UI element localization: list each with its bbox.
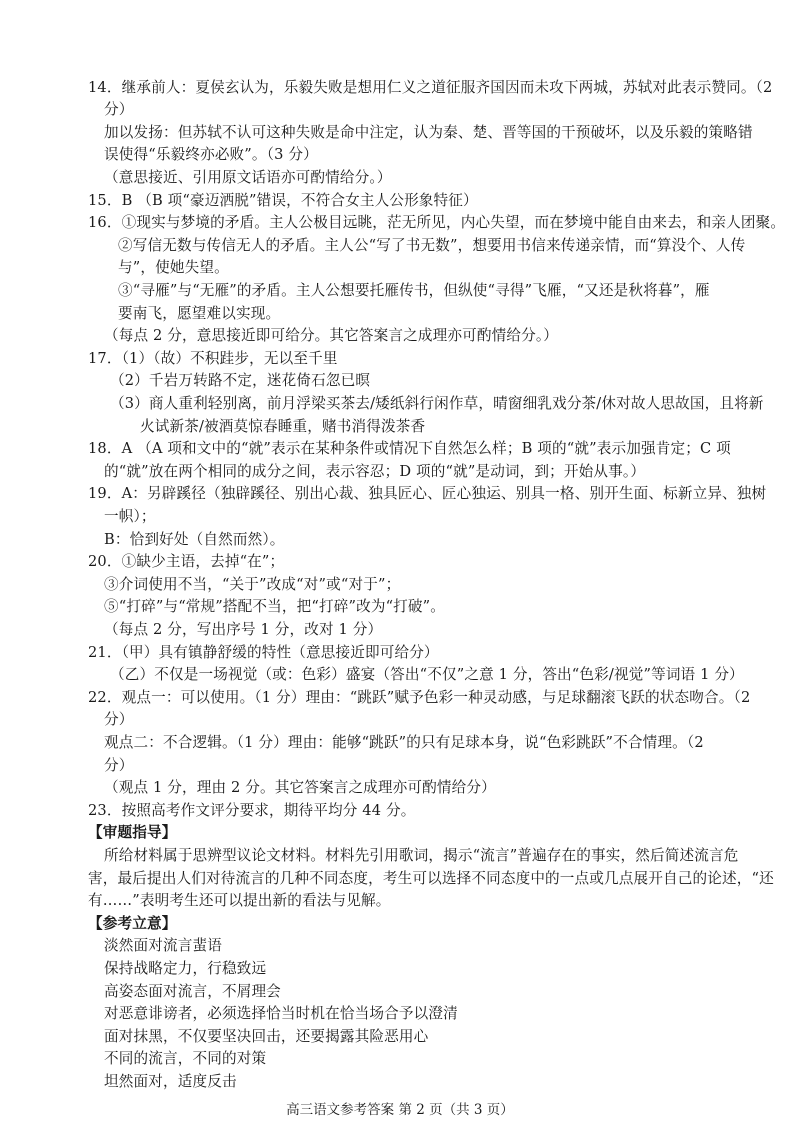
line-q23: 23．按照高考作文评分要求，期待平均分 44 分。: [88, 802, 416, 819]
line-q22-a: 22．观点一：可以使用。（1 分）理由：“跳跃”赋予色彩一种灵动感，与足球翻滚飞跃的状态吻合。（2: [88, 689, 751, 706]
line-q14-d: 误使得“乐毅终亦必败”。（3 分）: [104, 146, 318, 163]
line-q19-b: 一帜）；: [104, 508, 156, 525]
theme-item-1: 淡然面对流言蜚语: [104, 937, 222, 954]
line-q17-3b: 火试新茶/被酒莫惊春睡重，赌书消得泼茶香: [140, 418, 426, 435]
line-q15: 15．B （B 项“豪迈洒脱”错误，不符合女主人公形象特征）: [88, 192, 478, 209]
line-q17-3a: （3）商人重利轻别离，前月浮梁买茶去/矮纸斜行闲作草，晴窗细乳戏分茶/休对故人思故国，且将新: [110, 395, 764, 412]
line-q14-note: （意思接近、引用原文话语亦可酌情给分。）: [104, 169, 392, 186]
line-q22-b: 分）: [104, 711, 134, 728]
line-q20-b: ③介词使用不当，“关于”改成“对”或“对于”；: [104, 576, 401, 593]
line-q22-note: （观点 1 分，理由 2 分。其它答案言之成理亦可酌情给分）: [104, 779, 496, 796]
line-q16-a: 16．①现实与梦境的矛盾。主人公极目远眺，茫无所见，内心失望，而在梦境中能自由来去，和亲人团聚。: [88, 214, 786, 231]
line-q20-a: 20．①缺少主语，去掉“在”；: [88, 553, 285, 570]
line-q14-a: 14．继承前人：夏侯玄认为，乐毅失败是想用仁义之道征服齐国因而未攻下两城，苏轼对此表示赞同。（2: [88, 79, 773, 96]
section-heading-review-guide: 【审题指导】: [88, 824, 177, 841]
theme-item-6: 不同的流言，不同的对策: [104, 1050, 267, 1067]
theme-item-3: 高姿态面对流言，不屑理会: [104, 983, 281, 1000]
line-q18-b: 的“就”放在两个相同的成分之间，表示容忍；D 项的“就”是动词，到；开始从事。）: [104, 463, 646, 480]
line-q21-a: 21．（甲）具有镇静舒缓的特性（意思接近即可给分）: [88, 644, 439, 661]
line-q21-b: （乙）不仅是一场视觉（或：色彩）盛宴（答出“不仅”之意 1 分，答出“色彩/视觉”等词语 1 分）: [110, 666, 744, 683]
line-q18-a: 18．A （A 项和文中的“就”表示在某种条件或情况下自然怎么样；B 项的“就”表示加强肯定；C 项: [88, 440, 731, 457]
line-q16-d: ③“寻雁”与“无雁”的矛盾。主人公想要托雁传书，但纵使“寻得”飞雁，“又还是秋将暮”，雁: [118, 282, 710, 299]
line-q19-c: B：恰到好处（自然而然）。: [104, 531, 285, 548]
line-guide-b: 害，最后提出人们对待流言的几种不同态度，考生可以选择不同态度中的一点或几点展开自己的论述，“还: [88, 870, 774, 887]
line-q19-a: 19．A：另辟蹊径（独辟蹊径、别出心裁、独具匠心、匠心独运、别具一格、别开生面、标新立异、独树: [88, 485, 767, 502]
page-footer: 高三语文参考答案 第 2 页（共 3 页）: [286, 1102, 514, 1118]
line-q22-c: 观点二：不合逻辑。（1 分）理由：能够“跳跃”的只有足球本身，说“色彩跳跃”不合情理。（2: [104, 734, 704, 751]
line-q22-d: 分）: [104, 757, 134, 774]
theme-item-2: 保持战略定力，行稳致远: [104, 960, 267, 977]
line-q14-b: 分）: [104, 101, 134, 118]
line-q16-b: ②写信无数与传信无人的矛盾。主人公“写了书无数”，想要用书信来传递亲情，而“算没个、人传: [118, 237, 746, 254]
line-guide-a: 所给材料属于思辨型议论文材料。材料先引用歌词，揭示“流言”普遍存在的事实，然后简述流言危: [104, 847, 739, 864]
line-q17-1: 17．（1）（故）不积跬步，无以至千里: [88, 350, 338, 367]
line-q16-c: 与”，使她失望。: [118, 259, 229, 276]
line-q16-note: （每点 2 分，意思接近即可给分。其它答案言之成理亦可酌情给分。）: [104, 327, 559, 344]
theme-item-4: 对恶意诽谤者，必须选择恰当时机在恰当场合予以澄清: [104, 1005, 458, 1022]
theme-item-5: 面对抹黑，不仅要坚决回击，还要揭露其险恶用心: [104, 1028, 429, 1045]
theme-item-7: 坦然面对，适度反击: [104, 1073, 237, 1090]
line-q20-c: ⑤“打碎”与“常规”搭配不当，把“打碎”改为“打破”。: [104, 598, 446, 615]
line-q17-2: （2）千岩万转路不定，迷花倚石忽已暝: [110, 372, 371, 389]
line-q20-note: （每点 2 分，写出序号 1 分，改对 1 分）: [104, 621, 383, 638]
line-guide-c: 有……”表明考生还可以提出新的看法与见解。: [88, 892, 391, 909]
line-q14-c: 加以发扬：但苏轼不认可这种失败是命中注定，认为秦、楚、晋等国的干预破坏，以及乐毅的策略错: [104, 124, 753, 141]
section-heading-reference-theme: 【参考立意】: [88, 915, 177, 932]
line-q16-e: 要南飞，愿望难以实现。: [118, 305, 281, 322]
